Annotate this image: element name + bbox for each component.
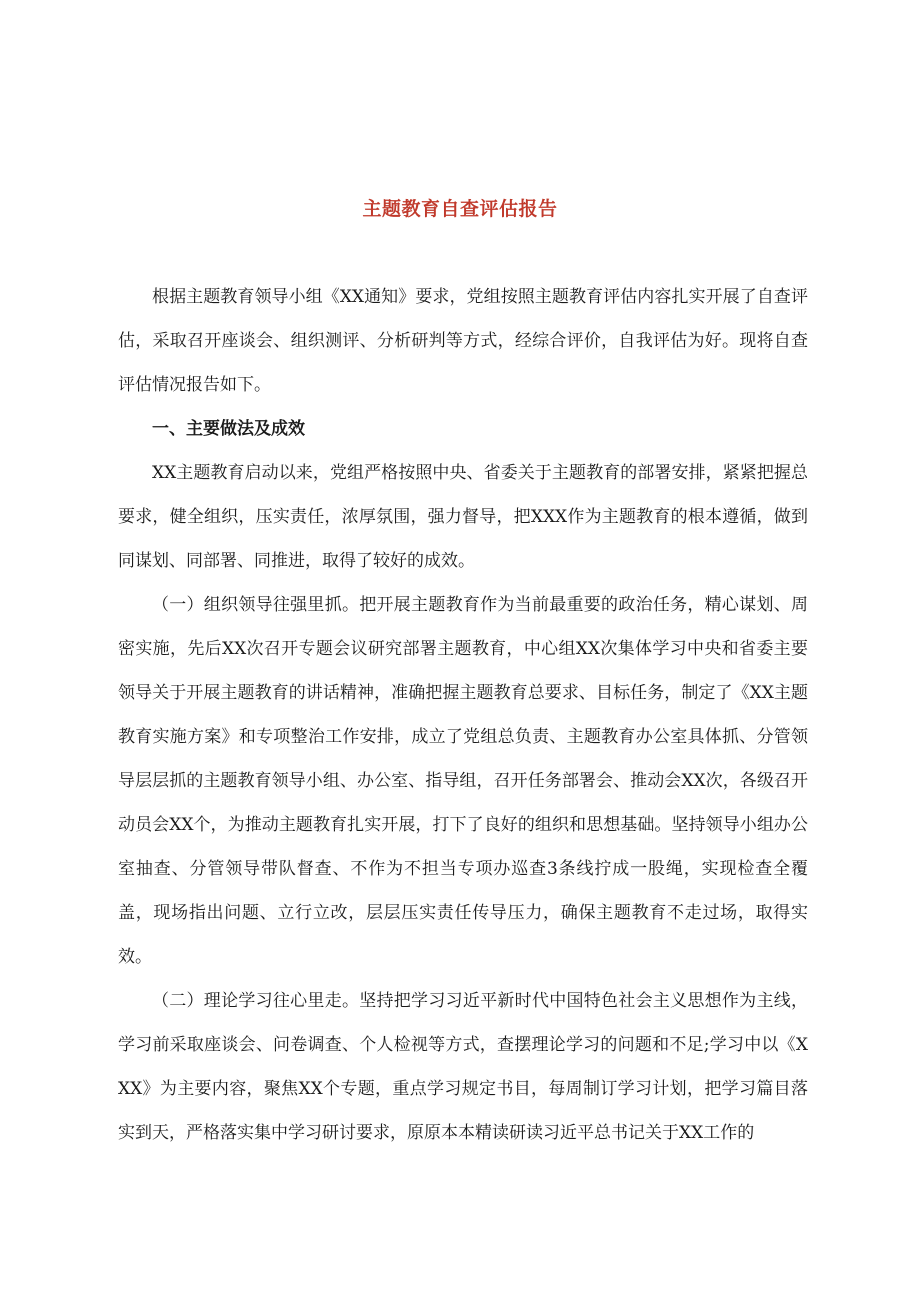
section-heading: 一、主要做法及成效 xyxy=(152,419,305,439)
section-intro-paragraph: XX主题教育启动以来，党组严格按照中央、省委关于主题教育的部署安排，紧紧把握总要求，健全组织，压实责任，浓厚氛围，强力督导，把XXX作为主题教育的根本遵循，做到同谋划、同部署、同推进，取得了较好的成效。 xyxy=(118,463,808,571)
document-body xyxy=(118,275,808,1155)
item-1-paragraph: （一）组织领导往强里抓。把开展主题教育作为当前最重要的政治任务，精心谋划、周密实施，先后XX次召开专题会议研究部署主题教育，中心组XX次集体学习中央和省委主要领导关于开展主题教育的讲话精神，准确把握主题教育总要求、目标任务，制定了《XX主题教育实施方案》和专项整治工作安排，成立了党组总负责、主题教育办公室具体抓、分管领导层层抓的主题教育领导小组、办公室、指导组，召开任务部署会、推动会XX次，各级召开动员会XX个，为推动主题教育扎实开展，打下了良好的组织和思想基础。坚持领导小组办公室抽查、分管领导带队督查、不作为不担当专项办巡查3条线拧成一股绳，实现检查全覆盖，现场指出问题、立行立改，层层压实责任传导压力，确保主题教育不走过场，取得实效。 xyxy=(118,595,808,967)
item-2-paragraph: （二）理论学习往心里走。坚持把学习习近平新时代中国特色社会主义思想作为主线，学习前采取座谈会、问卷调查、个人检视等方式，查摆理论学习的问题和不足;学习中以《XXX》为主要内容，聚焦XX个专题，重点学习规定书目，每周制订学习计划，把学习篇目落实到天，严格落实集中学习研讨要求，原原本本精读研读习近平总书记关于XX工作的 xyxy=(118,991,808,1143)
document-title: 主题教育自查评估报告 xyxy=(362,198,558,220)
intro-paragraph: 根据主题教育领导小组《XX通知》要求，党组按照主题教育评估内容扎实开展了自查评估，采取召开座谈会、组织测评、分析研判等方式，经综合评价，自我评估为好。现将自查评估情况报告如下。 xyxy=(118,287,808,395)
